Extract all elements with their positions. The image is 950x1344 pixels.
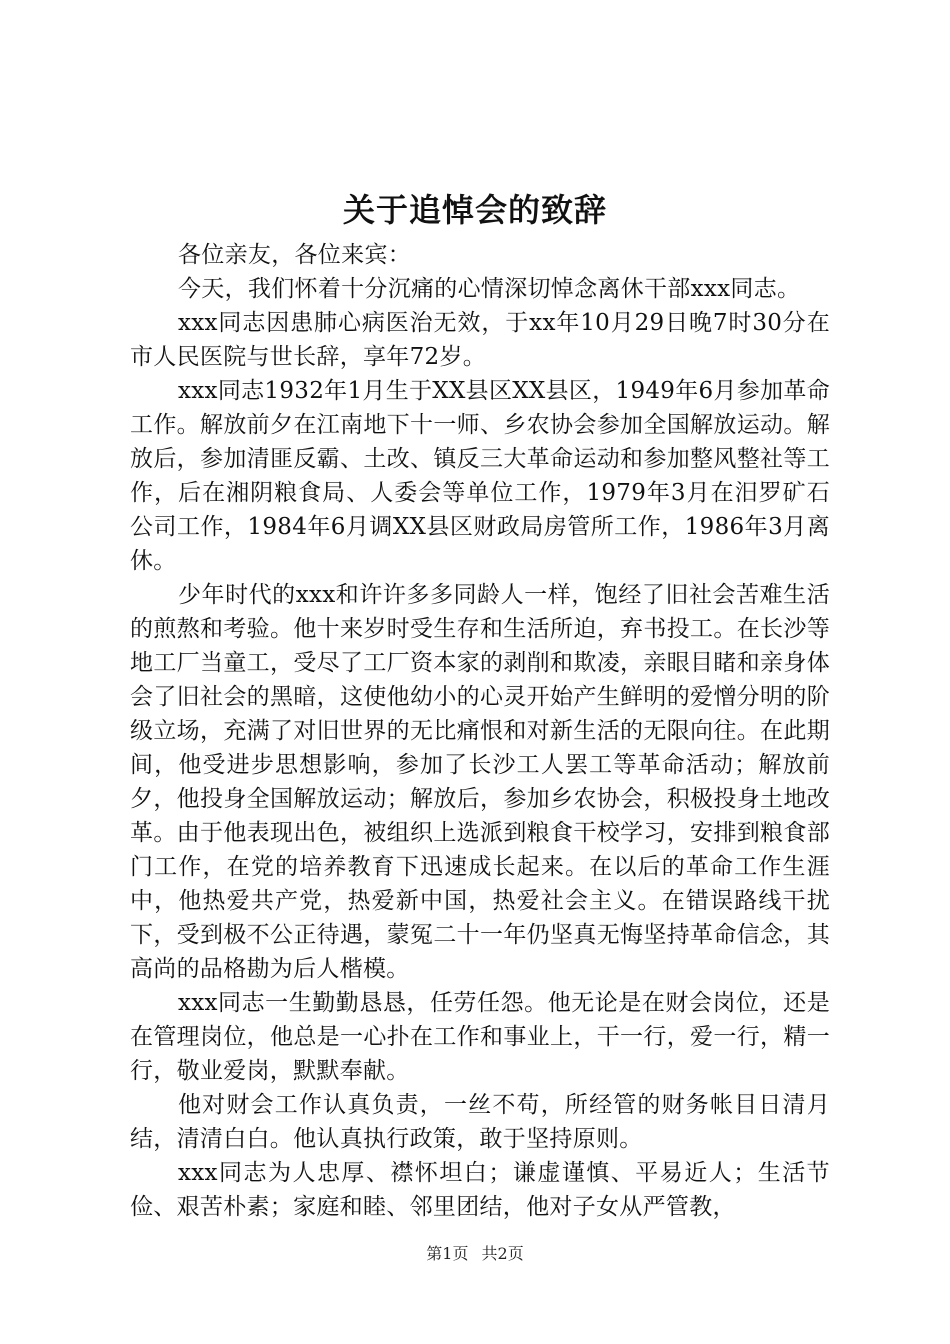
page-total: 共2页 (481, 1244, 524, 1263)
document-title: 关于追悼会的致辞 (342, 191, 607, 229)
paragraph-youth: 少年时代的xxx和许许多多同龄人一样，饱经了旧社会苦难生活的煎熬和考验。他十来岁时受生存和生活所迫，弃书投工。在长沙等地工厂当童工，受尽了工厂资本家的剥削和欺凌，亲眼目睹和亲身体会了旧社会的黑暗，这使他幼小的心灵开始产生鲜明的爱憎分明的阶级立场，充满了对旧世界的无比痛恨和对新生活的无限向往。在此期间，他受进步思想影响，参加了长沙工人罢工等革命活动；解放前夕，他投身全国解放运动；解放后，参加乡农协会，积极投身土地改革。由于他表现出色，被组织上选派到粮食干校学习，安排到粮食部门工作，在党的培养教育下迅速成长起来。在以后的革命工作生涯中，他热爱共产党，热爱新中国，热爱社会主义。在错误路线干扰下，受到极不公正待遇，蒙冤二十一年仍坚真无悔坚持革命信念，其高尚的品格勘为后人楷模。 (130, 582, 830, 982)
paragraph-diligence: xxx同志一生勤勤恳恳，任劳任怨。他无论是在财会岗位，还是在管理岗位，他总是一心扑在工作和事业上，干一行，爱一行，精一行，敬业爱岗，默默奉献。 (130, 990, 830, 1084)
page-number: 第1页 (426, 1244, 469, 1263)
document-body (130, 238, 830, 1224)
paragraph-greeting: 各位亲友，各位来宾： (178, 242, 411, 268)
paragraph-character: xxx同志为人忠厚、襟怀坦白；谦虚谨慎、平易近人；生活节俭、艰苦朴素；家庭和睦、邻里团结，他对子女从严管教， (130, 1160, 830, 1220)
paragraph-passing: xxx同志因患肺心病医治无效，于xx年10月29日晚7时30分在市人民医院与世长辞，享年72岁。 (130, 310, 830, 370)
paragraph-career: xxx同志1932年1月生于XX县区XX县区，1949年6月参加革命工作。解放前夕在江南地下十一师、乡农协会参加全国解放运动。解放后，参加清匪反霸、土改、镇反三大革命运动和参加整风整社等工作，后在湘阴粮食局、人委会等单位工作，1979年3月在汨罗矿石公司工作，1984年6月调XX县区财政局房管所工作，1986年3月离休。 (130, 378, 830, 574)
page-footer (0, 1243, 950, 1265)
paragraph-finance-work: 他对财会工作认真负责，一丝不苟，所经管的财务帐目日清月结，清清白白。他认真执行政策，敢于坚持原则。 (130, 1092, 830, 1152)
paragraph-opening: 今天，我们怀着十分沉痛的心情深切悼念离休干部xxx同志。 (178, 276, 801, 302)
